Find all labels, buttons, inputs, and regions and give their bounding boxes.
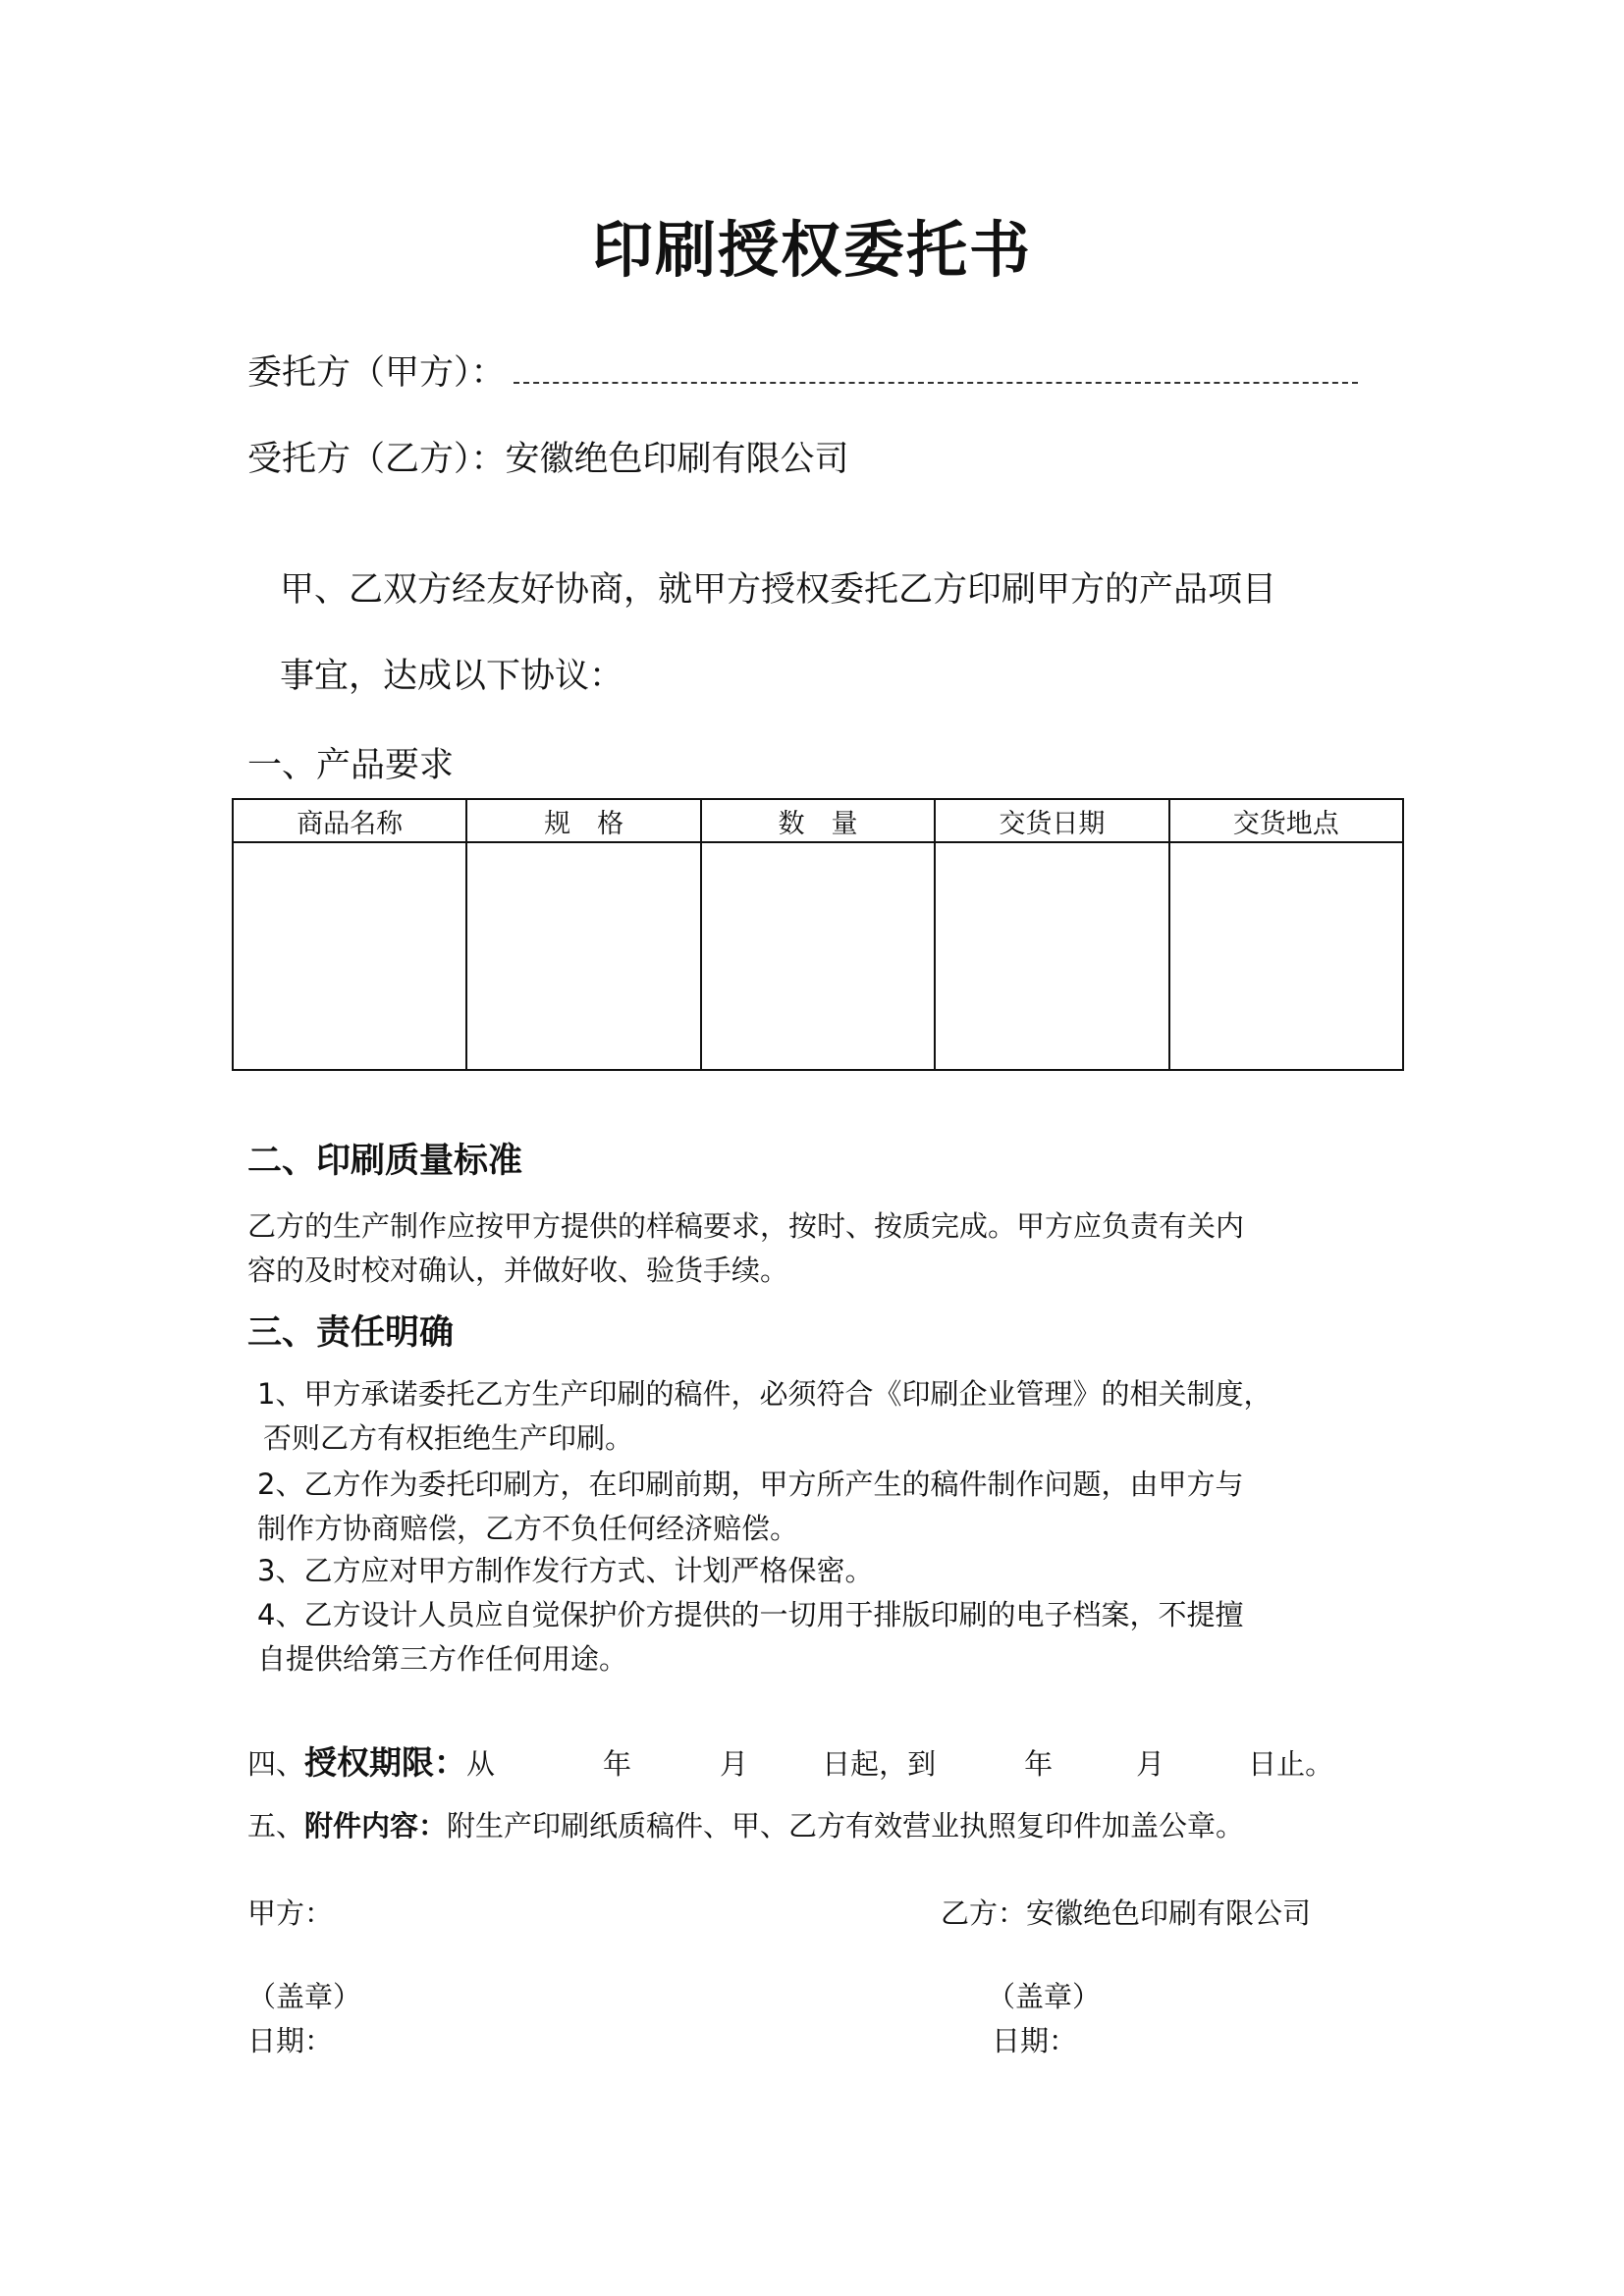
section3-item-1: 1、甲方承诺委托乙方生产印刷的稿件，必须符合《印刷企业管理》的相关制度， [257,1377,1272,1411]
section4-line [247,1737,1333,1784]
section3-item-2: 2、乙方作为委托印刷方，在印刷前期，甲方所产生的稿件制作问题，由甲方与 [257,1468,1244,1501]
document-title: 印刷授权委托书 [591,214,1032,286]
party-b-label: 受托方（乙方）： [247,440,506,479]
seal-party-b: （盖章） [987,1980,1102,2013]
intro-line-2: 事宜，达成以下协议： [280,657,624,696]
party-a-line [247,346,1358,395]
table-header-cell: 数 量 [701,799,935,842]
section3-heading: 三、责任明确 [247,1313,455,1353]
section3-item-3: 3、乙方应对甲方制作发行方式、计划严格保密。 [257,1554,874,1587]
section5-text: 附生产印刷纸质稿件、甲、乙方有效营业执照复印件加盖公章。 [447,1809,1245,1842]
section5-prefix: 五、 [247,1809,305,1842]
table-cell [466,842,700,1070]
section4-month-2: 月 [1136,1747,1165,1781]
section3-item-1-cont: 否则乙方有权拒绝生产印刷。 [263,1421,634,1455]
section5-line [247,1804,1244,1844]
table-header-cell: 规 格 [466,799,700,842]
table-row [233,842,1403,1070]
signature-party-b: 乙方：安徽绝色印刷有限公司 [941,1896,1312,1930]
table-header-cell: 交货地点 [1169,799,1403,842]
section4-from: 从 [466,1747,496,1781]
section4-month-1: 月 [720,1747,749,1781]
section2-line-1: 乙方的生产制作应按甲方提供的样稿要求，按时、按质完成。甲方应负责有关内 [247,1209,1245,1243]
party-a-blank-line [514,352,1358,384]
signature-party-a: 甲方： [247,1896,334,1930]
date-party-a: 日期： [247,2024,334,2057]
seal-party-a: （盖章） [247,1980,362,2013]
table-cell [935,842,1168,1070]
table-cell [701,842,935,1070]
party-a-label: 委托方（甲方）： [247,353,506,393]
section5-label: 附件内容： [304,1809,448,1842]
product-requirements-table [232,798,1404,1071]
party-b-line [247,432,849,481]
section4-day-1: 日起，到 [822,1747,937,1781]
section3-item-4: 4、乙方设计人员应自觉保护价方提供的一切用于排版印刷的电子档案，不提擅 [257,1598,1244,1631]
section3-item-4-cont: 自提供给第三方作任何用途。 [257,1642,628,1676]
date-party-b: 日期： [992,2024,1078,2057]
section1-heading: 一、产品要求 [247,746,455,785]
table-header-cell: 交货日期 [935,799,1168,842]
party-b-name: 安徽绝色印刷有限公司 [505,440,849,479]
section4-year-1: 年 [603,1747,632,1781]
section3-item-2-cont: 制作方协商赔偿，乙方不负任何经济赔偿。 [257,1512,799,1545]
intro-line-1: 甲、乙双方经友好协商，就甲方授权委托乙方印刷甲方的产品项目 [280,570,1277,610]
section4-year-2: 年 [1024,1747,1054,1781]
section4-label: 授权期限： [304,1743,467,1782]
table-cell [233,842,466,1070]
section2-heading: 二、印刷质量标准 [247,1142,523,1181]
table-header-row [233,799,1403,842]
section4-day-2: 日止。 [1248,1747,1334,1781]
section4-prefix: 四、 [247,1747,305,1781]
section2-line-2: 容的及时校对确认，并做好收、验货手续。 [247,1254,789,1287]
table-cell [1169,842,1403,1070]
table-header-cell: 商品名称 [233,799,466,842]
